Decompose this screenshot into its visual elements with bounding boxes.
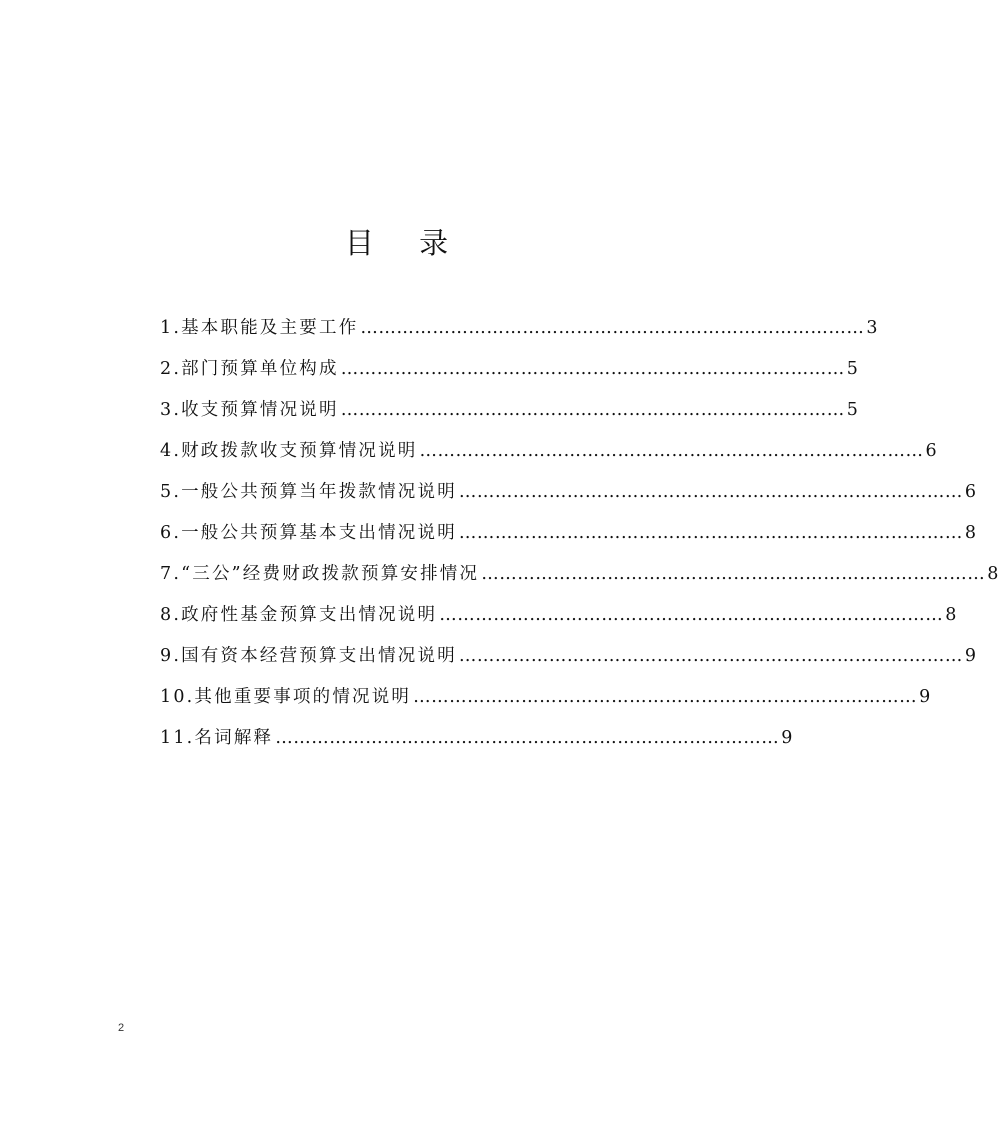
toc-entry-label: 2.部门预算单位构成 [160,359,339,379]
toc-entry-label: 5.一般公共预算当年拨款情况说明 [160,482,457,502]
toc-entry[interactable] [160,677,931,718]
toc-entry-page: 9 [964,646,977,666]
toc-entry[interactable] [160,595,957,636]
toc-entry-page: 8 [964,523,977,543]
toc-entry-page: 8 [945,605,957,625]
table-of-contents [160,308,998,759]
toc-entry-page: 9 [781,728,793,748]
dot-leader: ………………………………………………………………………… [340,400,845,420]
toc-entry[interactable] [160,718,793,759]
dot-leader: ………………………………………………………………………… [275,728,780,748]
toc-entry-page: 9 [919,687,931,707]
dot-leader: ………………………………………………………………………… [458,523,963,543]
toc-entry-label: 3.收支预算情况说明 [160,400,339,420]
dot-leader: ………………………………………………………………………… [419,441,924,461]
dot-leader: ………………………………………………………………………… [458,482,963,502]
toc-entry[interactable] [160,308,878,349]
dot-leader: ………………………………………………………………………… [360,318,865,338]
toc-entry-page: 8 [987,564,998,584]
toc-entry[interactable] [160,349,858,390]
toc-entry-label: 1.基本职能及主要工作 [160,318,359,338]
toc-entry-label: 10.其他重要事项的情况说明 [160,687,412,707]
toc-entry-page: 3 [866,318,878,338]
toc-entry[interactable] [160,431,937,472]
toc-entry-page: 5 [846,400,858,420]
toc-entry[interactable] [160,554,998,595]
page-title: 目 录 [344,226,467,260]
toc-entry-label: 11.名词解释 [160,728,274,748]
toc-entry-page: 6 [925,441,937,461]
toc-entry-page: 5 [846,359,858,379]
toc-entry-label: 6.一般公共预算基本支出情况说明 [160,523,457,543]
toc-entry-label: 9.国有资本经营预算支出情况说明 [160,646,457,666]
toc-entry[interactable] [160,390,858,431]
toc-entry-label: 8.政府性基金预算支出情况说明 [160,605,438,625]
toc-entry-label: 4.财政拨款收支预算情况说明 [160,441,418,461]
dot-leader: ………………………………………………………………………… [340,359,845,379]
dot-leader: ………………………………………………………………………… [413,687,918,707]
toc-entry[interactable] [160,636,977,677]
toc-entry[interactable] [160,513,977,554]
toc-entry-label: 7.“三公”经费财政拨款预算安排情况 [160,564,480,584]
dot-leader: ………………………………………………………………………… [439,605,944,625]
toc-entry[interactable] [160,472,977,513]
toc-entry-page: 6 [964,482,977,502]
dot-leader: ………………………………………………………………………… [458,646,963,666]
page-number: 2 [118,1022,125,1034]
dot-leader: ………………………………………………………………………… [481,564,986,584]
